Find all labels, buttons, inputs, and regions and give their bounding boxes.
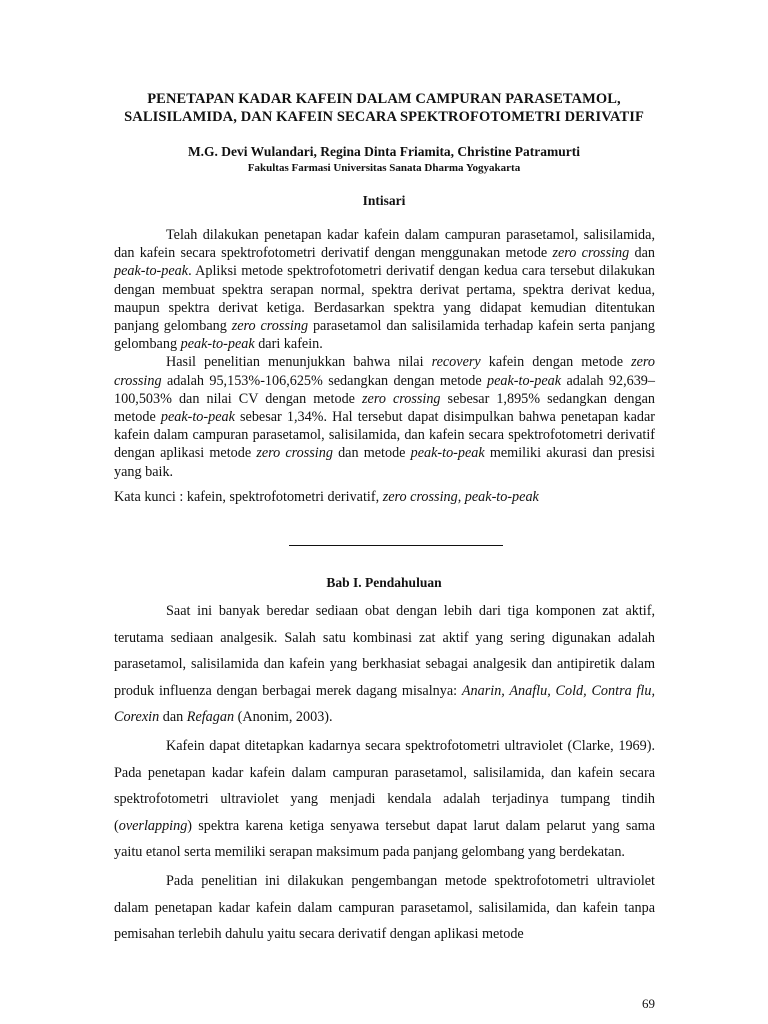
- keywords-line: Kata kunci : kafein, spektrofotometri derivatif, zero crossing, peak-to-peak: [114, 489, 539, 505]
- abstract-paragraph-2: Hasil penelitian menunjukkan bahwa nilai recovery kafein dengan metode zero crossing adalah 95,153%-106,625% sedangkan dengan metode peak-to-peak adalah 92,639–100,503% dan nilai CV dengan metode zero crossing sebesar 1,895% sedangkan dengan metode peak-to-peak sebesar 1,34%. Hal tersebut dapat disimpulkan bahwa penetapan kadar kafein dalam campuran parasetamol, salisilamida, dan kafein secara spektrofotometri derivatif dengan aplikasi metode zero crossing dan metode peak-to-peak memiliki akurasi dan presisi yang baik.: [114, 354, 656, 480]
- chapter-heading: Bab I. Pendahuluan: [326, 575, 442, 590]
- author-list: M.G. Devi Wulandari, Regina Dinta Friamita, Christine Patramurti: [187, 144, 581, 159]
- body-paragraph-1: Saat ini banyak beredar sediaan obat dengan lebih dari tiga komponen zat aktif, terutama sediaan analgesik. Salah satu kombinasi zat aktif yang sering digunakan adalah parasetamol, salisilamida dan kafein yang berkhasiat sebagai analgesik dan antipiretik dalam produk influenza dengan berbagai merek dagang misalnya: Anarin, Anaflu, Cold, Contra flu, Corexin dan Refagan (Anonim, 2003).: [114, 603, 655, 726]
- title-line-2: SALISILAMIDA, DAN KAFEIN SECARA SPEKTROFOTOMETRI DERIVATIF: [124, 109, 644, 125]
- abstract-paragraph-1: Telah dilakukan penetapan kadar kafein dalam campuran parasetamol, salisilamida, dan kafein secara spektrofotometri derivatif dengan menggunakan metode zero crossing dan peak-to-peak. Apliksi metode spektrofotometri derivatif dengan kedua cara tersebut dilakukan dengan membuat spektra serapan normal, spektra derivat pertama, spektra derivat kedua, maupun spektra derivat ketiga. Berdasarkan spektra yang didapat kemudian ditentukan panjang gelombang zero crossing parasetamol dan salisilamida terhadap kafein serta panjang gelombang peak-to-peak dari kafein.: [114, 227, 655, 353]
- body-paragraph-2: Kafein dapat ditetapkan kadarnya secara spektrofotometri ultraviolet (Clarke, 1969). Pada penetapan kadar kafein dalam campuran parasetamol, salisilamida, dan kafein secara spektrofotometri ultraviolet yang menjadi kendala adalah terjadinya tumpang tindih (overlapping) spektra karena ketiga senyawa tersebut dapat larut dalam pelarut yang sama yaitu etanol serta memiliki serapan maksimum pada panjang gelombang yang berdekatan.: [114, 737, 655, 861]
- section-divider: [289, 545, 503, 546]
- chapter-body: [114, 598, 655, 950]
- abstract-heading: Intisari: [362, 193, 406, 208]
- author-affiliation: Fakultas Farmasi Universitas Sanata Dharma Yogyakarta: [247, 162, 521, 174]
- page-number: 69: [642, 996, 655, 1011]
- title-line-1: PENETAPAN KADAR KAFEIN DALAM CAMPURAN PARASETAMOL,: [147, 91, 621, 107]
- body-paragraph-3: Pada penelitian ini dilakukan pengembangan metode spektrofotometri ultraviolet dalam penetapan kadar kafein dalam campuran parasetamol, salisilamida, dan kafein tanpa pemisahan terlebih dahulu yaitu secara derivatif dengan aplikasi metode: [114, 872, 655, 943]
- abstract-body: [114, 226, 655, 481]
- paper-title: [80, 90, 688, 126]
